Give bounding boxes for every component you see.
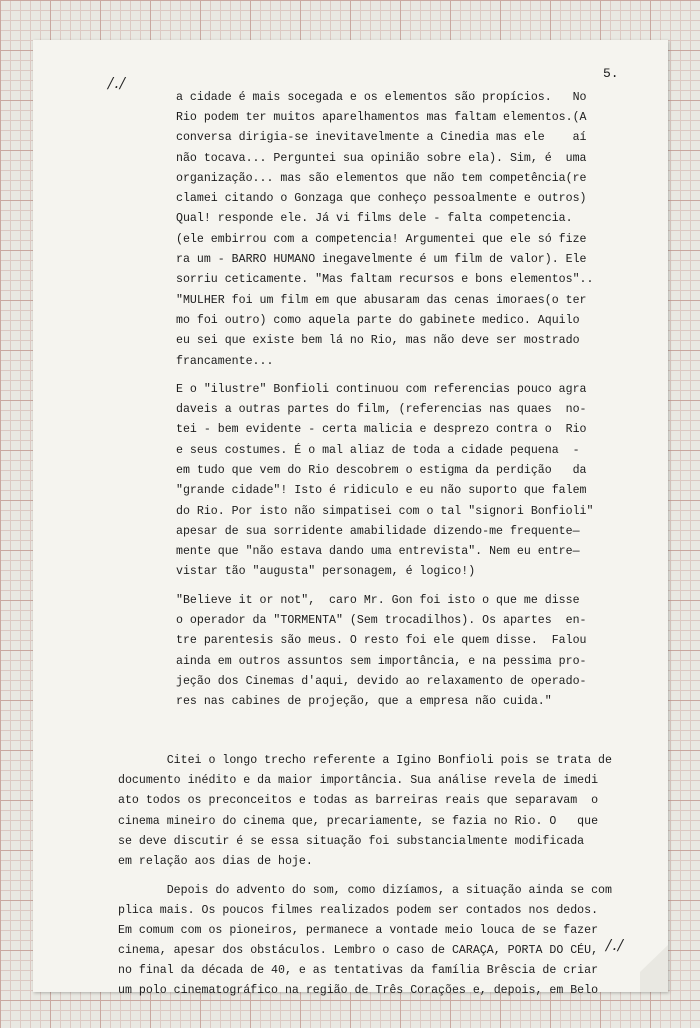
quote-line: vistar tão "augusta" personagem, é logico!): [176, 565, 476, 578]
quote-line: a cidade é mais socegada e os elementos são propícios. No: [176, 91, 587, 104]
quote-line: conversa dirigia-se inevitavelmente a Cinedia mas ele aí: [176, 131, 587, 144]
body-line: Em comum com os pioneiros, permanece a vontade meio louca de se fazer: [118, 924, 599, 937]
quote-line: tre parentesis são meus. O resto foi ele quem disse. Falou: [176, 634, 587, 647]
quote-line: Qual! responde ele. Já vi films dele - falta competencia.: [176, 212, 573, 225]
quote-line: francamente...: [176, 355, 274, 368]
quote-line: mo foi outro) como aquela parte do gabinete medico. Aquilo: [176, 314, 580, 327]
margin-mark-top: /./: [108, 74, 126, 92]
margin-mark-bottom: /./: [606, 936, 624, 954]
body-line: cinema mineiro do cinema que, precariamente, se fazia no Rio. O que: [118, 815, 599, 828]
quote-line: organização... mas são elementos que não tem competência(re: [176, 172, 587, 185]
body-line: em relação aos dias de hoje.: [118, 855, 313, 868]
quote-line: sorriu ceticamente. "Mas faltam recursos e bons elementos"..: [176, 273, 594, 286]
quote-line: "MULHER foi um film em que abusaram das cenas imoraes(o ter: [176, 294, 587, 307]
body-line: Depois do advento do som, como dizíamos, a situação ainda se com: [118, 884, 612, 897]
quote-line: res nas cabines de projeção, que a empresa não cuida.": [176, 695, 552, 708]
quote-line: jeção dos Cinemas d'aqui, devido ao relaxamento de operado-: [176, 675, 587, 688]
quote-line: ainda em outros assuntos sem importância, e na pessima pro-: [176, 655, 587, 668]
quote-line: não tocava... Perguntei sua opinião sobre ela). Sim, é uma: [176, 152, 587, 165]
quote-line: "grande cidade"! Isto é ridiculo e eu não suporto que falem: [176, 484, 587, 497]
body-line: cinema, apesar dos obstáculos. Lembro o caso de CARAÇA, PORTA DO CÉU,: [118, 944, 599, 957]
quote-line: clamei citando o Gonzaga que conheço pessoalmente e outros): [176, 192, 587, 205]
body-line: documento inédito e da maior importância. Sua análise revela de imedi: [118, 774, 599, 787]
quote-line: mente que "não estava dando uma entrevista". Nem eu entre—: [176, 545, 580, 558]
body-line: no final da década de 40, e as tentativas da família Brêscia de criar: [118, 964, 599, 977]
quote-line: apesar de sua sorridente amabilidade dizendo-me frequente—: [176, 525, 580, 538]
body-line: plica mais. Os poucos filmes realizados podem ser contados nos dedos.: [118, 904, 599, 917]
page-number: 5.: [603, 66, 619, 81]
quote-line: ra um - BARRO HUMANO inegavelmente é um film de valor). Ele: [176, 253, 587, 266]
quote-line: E o "ilustre" Bonfioli continuou com referencias pouco agra: [176, 383, 587, 396]
body-line: ato todos os preconceitos e todas as barreiras reais que separavam o: [118, 794, 599, 807]
quote-line: (ele embirrou com a competencia! Argumentei que ele só fize: [176, 233, 587, 246]
quote-line: Rio podem ter muitos aparelhamentos mas faltam elementos.(A: [176, 111, 587, 124]
quote-line: e seus costumes. É o mal aliaz de toda a cidade pequena -: [176, 444, 580, 457]
quote-line: "Believe it or not", caro Mr. Gon foi isto o que me disse: [176, 594, 580, 607]
body-line: se deve discutir é se essa situação foi substancialmente modificada: [118, 835, 585, 848]
quote-line: do Rio. Por isto não simpatisei com o tal "signori Bonfioli": [176, 505, 594, 518]
quote-line: eu sei que existe bem lá no Rio, mas não deve ser mostrado: [176, 334, 580, 347]
body-line: um polo cinematográfico na região de Três Corações e, depois, em Belo: [118, 984, 599, 997]
body-line: Citei o longo trecho referente a Igino Bonfioli pois se trata de: [118, 754, 612, 767]
quote-line: em tudo que vem do Rio descobrem o estigma da perdição da: [176, 464, 587, 477]
quote-line: tei - bem evidente - certa malicia e desprezo contra o Rio: [176, 423, 587, 436]
quote-line: o operador da "TORMENTA" (Sem trocadilhos). Os apartes en-: [176, 614, 587, 627]
quote-line: daveis a outras partes do film, (referencias nas quaes no-: [176, 403, 587, 416]
